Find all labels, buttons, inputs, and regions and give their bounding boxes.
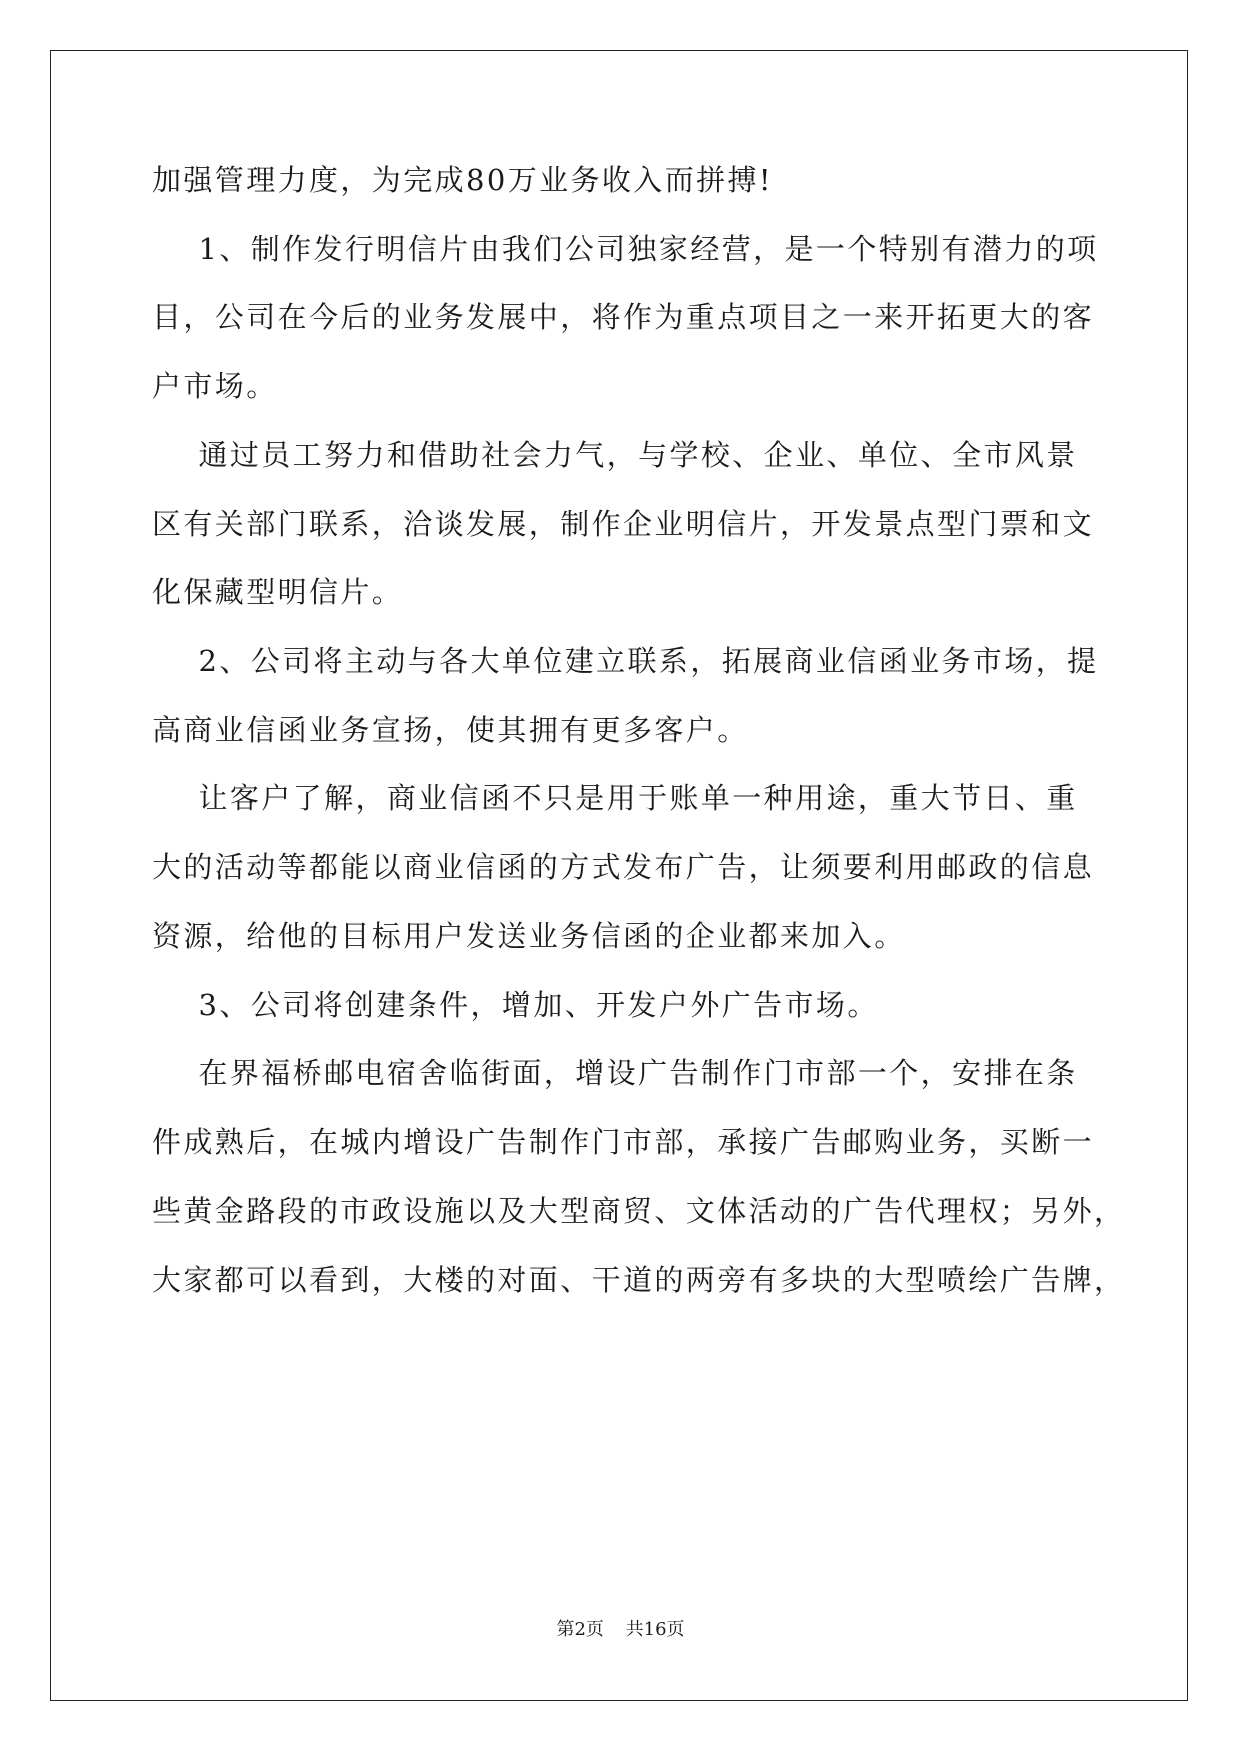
text-line: 化保藏型明信片。 xyxy=(152,575,404,609)
text-line: 户市场。 xyxy=(152,369,278,403)
text-line: 让客户了解，商业信函不只是用于账单一种用途，重大节日、重 xyxy=(152,781,1078,815)
text-line: 目，公司在今后的业务发展中，将作为重点项目之一来开拓更大的客 xyxy=(152,300,1095,334)
text-line: 1、制作发行明信片由我们公司独家经营，是一个特别有潜力的项 xyxy=(152,232,1099,266)
text-line: 高商业信函业务宣扬，使其拥有更多客户。 xyxy=(152,713,749,747)
text-line: 通过员工努力和借助社会力气，与学校、企业、单位、全市风景 xyxy=(152,438,1078,472)
text-line: 大家都可以看到，大楼的对面、干道的两旁有多块的大型喷绘广告牌， xyxy=(152,1263,1126,1297)
page-number: 第2页 xyxy=(556,1619,604,1640)
text-line: 2、公司将主动与各大单位建立联系，拓展商业信函业务市场，提 xyxy=(152,644,1099,678)
text-line: 在界福桥邮电宿舍临街面，增设广告制作门市部一个，安排在条 xyxy=(152,1056,1078,1090)
text-line: 大的活动等都能以商业信函的方式发布广告，让须要利用邮政的信息 xyxy=(152,850,1095,884)
text-line: 些黄金路段的市政设施以及大型商贸、文体活动的广告代理权；另外， xyxy=(152,1194,1126,1228)
text-line: 3、公司将创建条件，增加、开发户外广告市场。 xyxy=(152,988,879,1022)
text-line: 加强管理力度，为完成80万业务收入而拼搏! xyxy=(152,163,773,197)
text-line: 资源，给他的目标用户发送业务信函的企业都来加入。 xyxy=(152,919,906,953)
text-line: 区有关部门联系，洽谈发展，制作企业明信片，开发景点型门票和文 xyxy=(152,507,1095,541)
text-line: 件成熟后，在城内增设广告制作门市部，承接广告邮购业务，买断一 xyxy=(152,1125,1095,1159)
page-footer xyxy=(0,1618,1241,1642)
page-total: 共16页 xyxy=(625,1619,685,1640)
